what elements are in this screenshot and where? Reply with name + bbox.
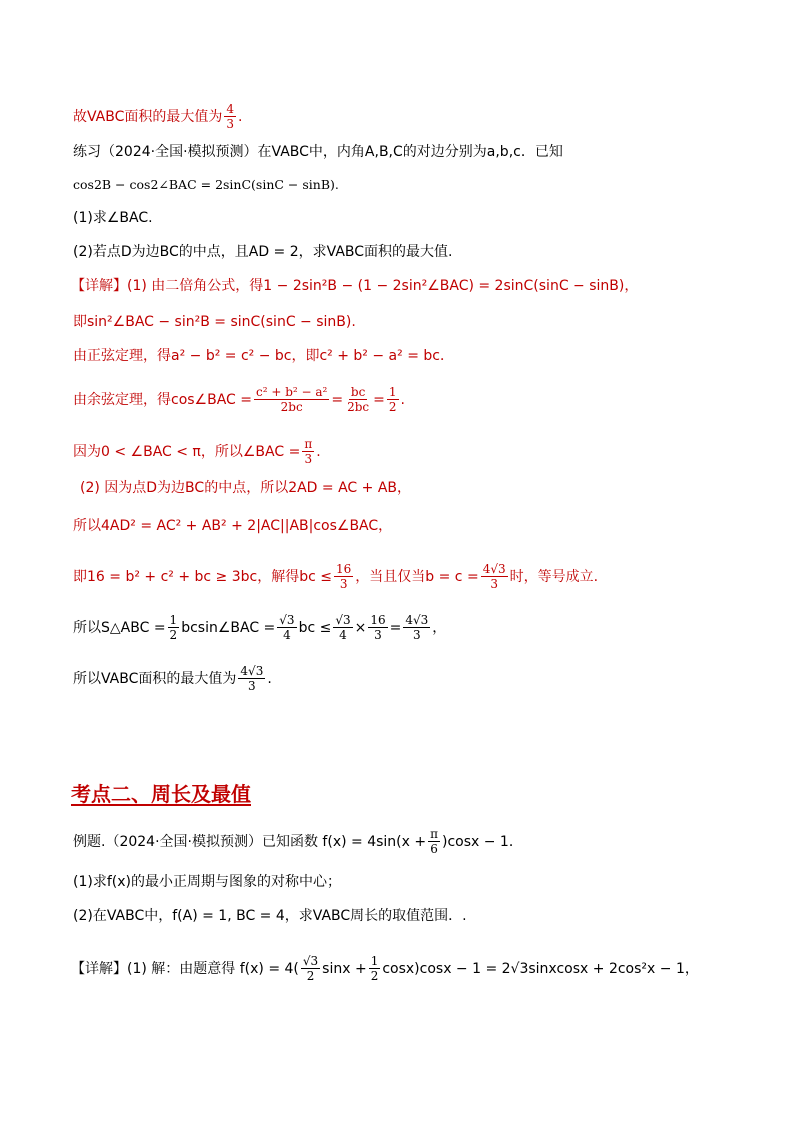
fraction <box>277 613 296 642</box>
text: (1) 由二倍角公式，得1 − 2sin²B − (1 − 2sin²∠BAC) = 2sinC(sinC − sinB)， <box>127 278 639 294</box>
text: 由正弦定理，得a² − b² = c² − bc，即c² + b² − a² = bc． <box>73 348 454 364</box>
text: (1)求∠BAC. <box>73 210 153 226</box>
fraction <box>333 613 352 642</box>
text-line <box>73 664 272 693</box>
text: 因为0 < ∠BAC < π，所以∠BAC = <box>73 443 301 460</box>
text: cosx)cosx − 1 = 2√3sinxcosx + 2cos²x − 1， <box>382 960 699 977</box>
denominator: 3 <box>374 628 382 642</box>
fraction <box>369 954 381 983</box>
denominator: 2 <box>169 628 178 642</box>
text: )cosx − 1． <box>441 833 523 850</box>
denominator: 3 <box>490 577 498 591</box>
text: . <box>238 108 243 125</box>
text: cos2B − cos2∠BAC = 2sinC(sinC − sinB). <box>73 177 339 192</box>
text: = <box>331 391 344 408</box>
text: ，当且仅当b = c = <box>355 568 479 585</box>
text: 所以VABC面积的最大值为 <box>73 670 237 687</box>
text-line <box>80 478 411 498</box>
text: bcsin∠BAC = <box>181 619 276 636</box>
text-line <box>73 312 356 332</box>
text: 时，等号成立. <box>509 568 599 585</box>
text: = <box>373 391 385 408</box>
text: sinx + <box>322 960 367 977</box>
numerator: √3 <box>335 613 351 627</box>
text-line <box>73 906 467 926</box>
fraction <box>345 385 371 414</box>
text: (1)求f(x)的最小正周期与图象的对称中心； <box>73 874 341 890</box>
text: ， <box>432 619 447 636</box>
text-line <box>73 385 405 414</box>
fraction <box>428 827 440 856</box>
text: 练习（2024·全国·模拟预测）在VABC中，内角A,B,C的对边分别为a,b,c．已知 <box>73 144 563 160</box>
denominator: 3 <box>226 117 235 131</box>
numerator: 4√3 <box>240 664 264 678</box>
denominator: 2bc <box>280 400 303 414</box>
text: 由余弦定理，得cos∠BAC = <box>73 391 252 408</box>
text-line <box>71 276 638 296</box>
text-line <box>73 613 446 642</box>
denominator: 4 <box>339 628 347 642</box>
denominator: 6 <box>430 842 438 856</box>
numerator: 1 <box>370 954 379 968</box>
fraction <box>224 102 236 131</box>
text: (2) 因为点D为边BC的中点，所以2AD = AC + AB， <box>80 480 412 496</box>
text: . <box>267 670 272 687</box>
fraction <box>302 437 314 466</box>
text: = <box>389 619 402 636</box>
section-heading: 考点二、周长及最值 <box>71 782 251 806</box>
text-line <box>73 102 243 131</box>
numerator: 1 <box>169 613 178 627</box>
text: 故VABC面积的最大值为 <box>73 108 223 125</box>
denominator: 3 <box>304 452 313 466</box>
fraction <box>481 562 508 591</box>
text: 即sin²∠BAC − sin²B = sinC(sinC − sinB). <box>73 314 356 330</box>
text: (2)若点D为边BC的中点，且AD = 2，求VABC面积的最大值. <box>73 244 453 260</box>
denominator: 4 <box>283 628 291 642</box>
text: × <box>354 619 367 636</box>
fraction <box>387 385 399 414</box>
text: 例题.（2024·全国·模拟预测）已知函数 f(x) = 4sin(x + <box>73 833 427 850</box>
numerator: 4 <box>226 102 235 116</box>
text-line <box>73 142 563 162</box>
text: bc ≤ <box>298 619 332 636</box>
fraction <box>168 613 180 642</box>
denominator: 3 <box>339 577 348 591</box>
fraction <box>301 954 320 983</box>
fraction <box>254 385 329 414</box>
denominator: 2 <box>306 969 315 983</box>
text-line <box>73 208 153 228</box>
numerator: c² + b² − a² <box>256 385 328 399</box>
text: 即16 = b² + c² + bc ≥ 3bc，解得bc ≤ <box>73 568 332 585</box>
denominator: 2 <box>370 969 379 983</box>
numerator: π <box>430 827 438 841</box>
answer-tag: 【详解】 <box>71 278 127 294</box>
text-line <box>73 346 454 366</box>
denominator: 2 <box>388 400 397 414</box>
denominator: 3 <box>413 628 421 642</box>
text: . <box>400 391 405 408</box>
text-line <box>73 437 321 466</box>
text: . <box>316 443 321 460</box>
text-line <box>71 954 699 983</box>
numerator: √3 <box>302 954 319 968</box>
text-line <box>73 562 598 591</box>
numerator: 4√3 <box>405 613 429 627</box>
fraction <box>334 562 353 591</box>
text-line <box>73 872 341 892</box>
text: 所以4AD² = AC² + AB² + 2|AC||AB|cos∠BAC， <box>73 518 393 534</box>
fraction <box>368 613 387 642</box>
text: 【详解】(1) 解：由题意得 f(x) = 4( <box>71 960 299 977</box>
numerator: π <box>304 437 313 451</box>
fraction <box>238 664 265 693</box>
text-line <box>73 242 452 262</box>
text-line <box>73 827 523 856</box>
numerator: √3 <box>279 613 295 627</box>
denominator: 2bc <box>347 400 370 414</box>
denominator: 3 <box>248 679 256 693</box>
math-line <box>73 175 339 195</box>
numerator: 16 <box>370 613 386 627</box>
numerator: 1 <box>388 385 397 399</box>
numerator: bc <box>350 385 366 399</box>
text: 所以S△ABC = <box>73 619 166 636</box>
numerator: 16 <box>336 562 352 576</box>
fraction <box>403 613 430 642</box>
text-line <box>73 516 392 536</box>
text: (2)在VABC中，f(A) = 1, BC = 4，求VABC周长的取值范围．. <box>73 908 467 924</box>
numerator: 4√3 <box>482 562 506 576</box>
